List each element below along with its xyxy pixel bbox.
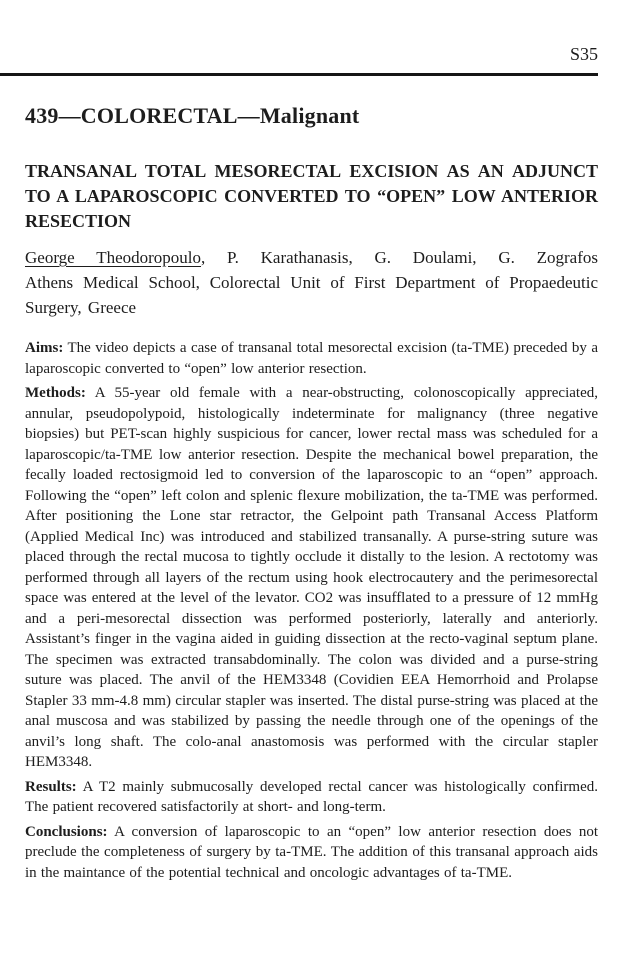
- results-text: A T2 mainly submucosally developed rectal cancer was histologically confirmed. The patient recovered satisfactorily at short- and long-term.: [25, 778, 598, 815]
- methods-section: [25, 383, 598, 773]
- conclusions-label: Conclusions:: [25, 823, 108, 840]
- aims-label: Aims:: [25, 340, 64, 356]
- methods-text: A 55-year old female with a near-obstructing, colonoscopically appreciated, annular, pseudopolypoid, histologically indeterminate for malignancy (three negative biopsies) but PET-scan highly suspicious for cancer, lower rectal mass was scheduled for a laparoscopic/ta-TME low anterior resection. Despite the mechanical bowel preparation, the fecally loaded rectosigmoid led to conversion of the laparoscopic to an “open” approach. Following the “open” left colon and splenic flexure mobilization, the ta-TME was performed. After positioning the Lone star retractor, the Gelpoint path Transanal Access Platform (Applied Medical Inc) was introduced and stabilized transanally. A purse-string suture was placed through the rectal mucosa to tightly occlude it distally to the lesion. A rectotomy was performed through all layers of the rectum using hook electrocautery and the perimesorectal space was entered at the level of the levator. CO2 was insufflated to a pressure of 12 mmHg and a peri-mesorectal dissection was performed posteriorly, laterally and anteriorly. Assistant’s finger in the vagina aided in guiding dissection at the recto-vaginal septum plane. The specimen was extracted transabdominally. The colon was divided and a purse-string suture was placed. The anvil of the HEM3348 (Covidien EEA Hemorrhoid and Prolapse Stapler 33 mm-4.8 mm) circular stapler was inserted. The distal purse-string was placed at the anal muscosa and was stabilized by passing the needle through one of the openings of the anvil’s long shaft. The colo-anal anastomosis was performed with the circular stapler HEM3348.: [25, 385, 598, 770]
- methods-label: Methods:: [25, 385, 86, 401]
- results-section: [25, 777, 598, 818]
- aims-section: [25, 338, 598, 379]
- authors-line: [25, 245, 598, 270]
- results-label: Results:: [25, 778, 77, 795]
- abstract-title: TRANSANAL TOTAL MESORECTAL EXCISION AS AN ADJUNCT TO A LAPAROSCOPIC CONVERTED TO “OPEN” LOW ANTERIOR RESECTION: [25, 161, 598, 231]
- header-rule: [0, 73, 598, 76]
- aims-text: The video depicts a case of transanal total mesorectal excision (ta-TME) preceded by a laparoscopic converted to “open” low anterior resection.: [25, 340, 599, 377]
- conclusions-section: [25, 822, 598, 884]
- session-heading: 439—COLORECTAL—Malignant: [25, 103, 360, 128]
- affiliation: Athens Medical School, Colorectal Unit of First Department of Propaedeutic Surgery, Greece: [25, 273, 598, 317]
- page-number: S35: [569, 44, 598, 64]
- coauthors: , P. Karathanasis, G. Doulami, G. Zografos: [201, 248, 598, 267]
- page-content: [0, 103, 632, 883]
- presenting-author: George Theodoropoulo: [25, 248, 202, 267]
- conclusions-text: A conversion of laparoscopic to an “open” low anterior resection does not preclude the completeness of surgery by ta-TME. The addition of this transanal approach aids in the maintance of the potential technical and oncologic advantages of ta-TME.: [25, 823, 598, 881]
